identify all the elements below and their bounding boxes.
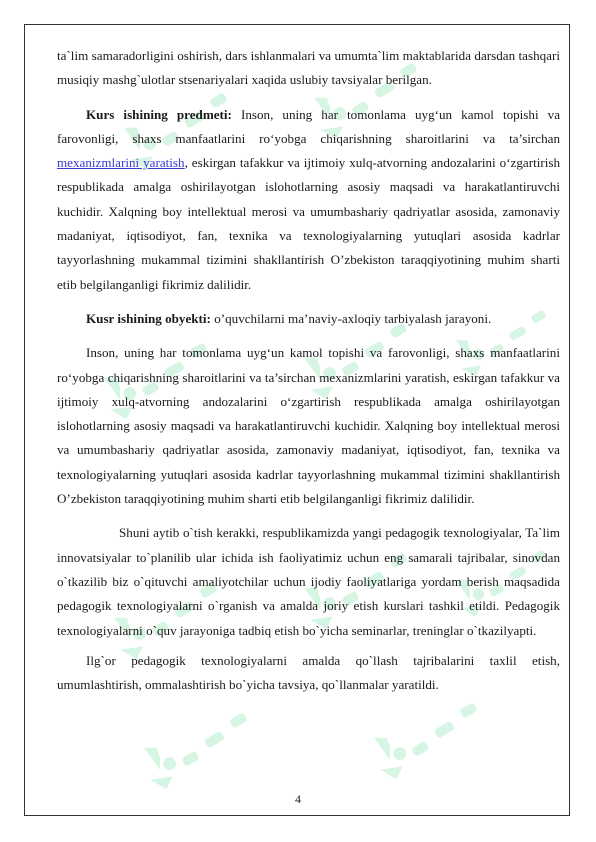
paragraph-person-development: Inson, uning har tomonlama uyg‘un kamol topishi va farovonligi, shaxs manfaatlarini ro‘yobga chiqarishning sharoitlarini va ta’sirchan mexanizmlarini yaratish, eskirgan tafakkur va ijtimoiy xulq-atvorning andozalarini o‘zgartirish respublikada amalga oshirilayotgan islohotlarning asosiy maqsadi va harakatlantiruvchi kuchidir. Xalqning boy intellektual merosi va umumbashariy qadriyatlar asosida, zamonaviy madaniyat, iqtisodiyot, fan, texnika va texnologiyalarning yutuqlari asosida kadrlar tayyorlashning mukammal tizimini shakllantirish O’zbekiston taraqqiyotining muhim sharti etib belgilanganligi fikrimiz dalilidir. xyxy=(57,345,560,507)
subject-text-after-link: , eskirgan tafakkur va ijtimoiy xulq-atvorning andozalarini o‘zgartirish respublikada amalga oshirilayotgan islohotlarning asosiy maqsadi va harakatlantiruvchi kuchidir. Xalqning boy intellektual merosi va umumbashariy qadriyatlar asosida, zamonaviy madaniyat, iqtisodiyot, fan, texnika va texnologiyalarning yutuqlari asosida kadrlar tayyorlashning mukammal tizimini shakllantirish O’zbekiston taraqqiyotining muhim sharti etib belgilanganligi fikrimiz dalilidir. xyxy=(57,155,561,292)
page-number: 4 xyxy=(295,792,301,806)
paragraph-pedagogical-technologies: Shuni aytib o`tish kerakki, respublikamizda yangi pedagogik texnologiyalar, Ta`lim innovatsiyalar to`planilib ular ichida ish faoliyatimiz uchun eng samarali tajribalar, sinovdan o`tkazilib biz o`qituvchi amaliyotchilar uchun ijodiy faoliyatlariga yordam berish maqsadida pedagogik texnologiyalarni o`rganish va amalda joriy etish kurslari tashkil etildi. Pedagogik texnologiyalarni o`quv jarayoniga tadbiq etish bo`yicha seminarlar, treninglar o`tkazilyapti. xyxy=(57,525,560,638)
document-body xyxy=(57,44,560,697)
subject-heading: Kurs ishining predmeti: xyxy=(86,106,232,122)
object-heading: Kusr ishining obyekti: xyxy=(86,310,211,326)
object-text: o’quvchilarni ma’naviy-axloqiy tarbiyalash jarayoni. xyxy=(210,310,492,326)
mechanisms-link[interactable]: mexanizmlarini yaratish xyxy=(57,155,185,171)
paragraph-subject xyxy=(57,103,560,297)
paragraph-object xyxy=(57,307,560,331)
subject-text-before-link: Inson, uning har tomonlama uyg‘un kamol topishi va farovonligi, shaxs manfaatlarini ro‘yobga chiqarishning sharoitlarini va ta’sirchan xyxy=(57,106,561,146)
paragraph-best-practices: Ilg`or pedagogik texnologiyalarni amalda qo`llash tajribalarini taxlil etish, umumlashtirish, ommalashtirish bo`yicha tavsiya, qo`llanmalar yaratildi. xyxy=(57,652,560,693)
paragraph-intro-continued: ta`lim samaradorligini oshirish, dars ishlanmalari va umumta`lim maktablarida darsdan tashqari musiqiy mashg`ulotlar stsenariyalari xaqida uslubiy tavsiyalar berilgan. xyxy=(57,48,560,88)
